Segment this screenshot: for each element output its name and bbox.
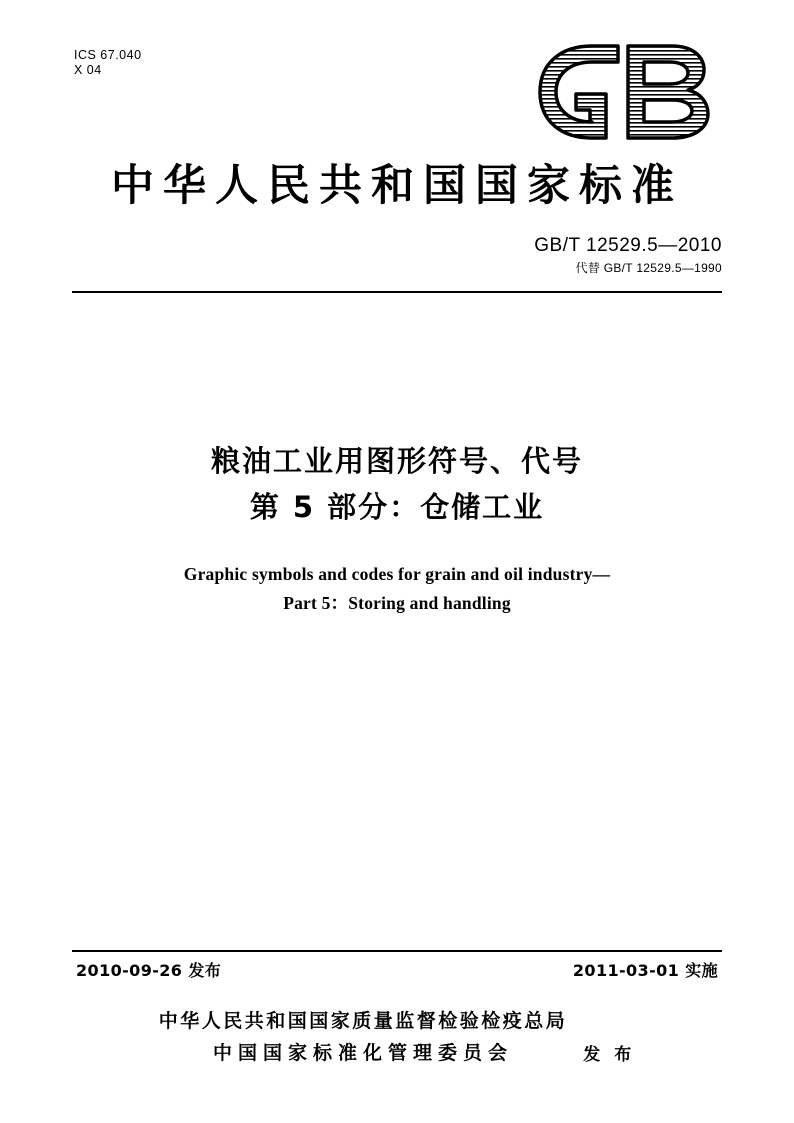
gb-logo-icon xyxy=(532,42,722,142)
document-title-en xyxy=(0,560,794,618)
document-title-en-line1: Graphic symbols and codes for grain and oil industry— xyxy=(183,564,611,584)
ics-block xyxy=(74,48,142,78)
standard-replaces: 代替 GB/T 12529.5—1990 xyxy=(575,261,722,275)
publisher-action: 发 布 xyxy=(583,1045,636,1065)
publisher-org1: 中华人民共和国国家质量监督检验检疫总局 xyxy=(158,1010,568,1032)
divider-bottom xyxy=(72,950,722,952)
divider-top xyxy=(72,291,722,293)
document-title-cn xyxy=(0,438,794,530)
standard-number: GB/T 12529.5—2010 xyxy=(534,235,722,256)
ics-code: ICS 67.040 xyxy=(74,48,142,62)
page-title: 中华人民共和国国家标准 xyxy=(111,161,683,211)
document-title-cn-line1: 粮油工业用图形符号、代号 xyxy=(210,444,583,478)
ccs-code: X 04 xyxy=(74,63,102,77)
publisher-names xyxy=(159,1005,568,1069)
document-title-en-line2: Part 5：Storing and handling xyxy=(283,593,511,613)
document-title-cn-line2: 第 5 部分：仓储工业 xyxy=(249,490,545,524)
publisher-org2: 中国国家标准化管理委员会 xyxy=(213,1042,514,1064)
effective-date: 2011-03-01 实施 xyxy=(572,961,718,980)
publisher-block xyxy=(0,1005,794,1069)
issue-date: 2010-09-26 发布 xyxy=(76,961,222,980)
standard-number-block xyxy=(534,234,722,277)
